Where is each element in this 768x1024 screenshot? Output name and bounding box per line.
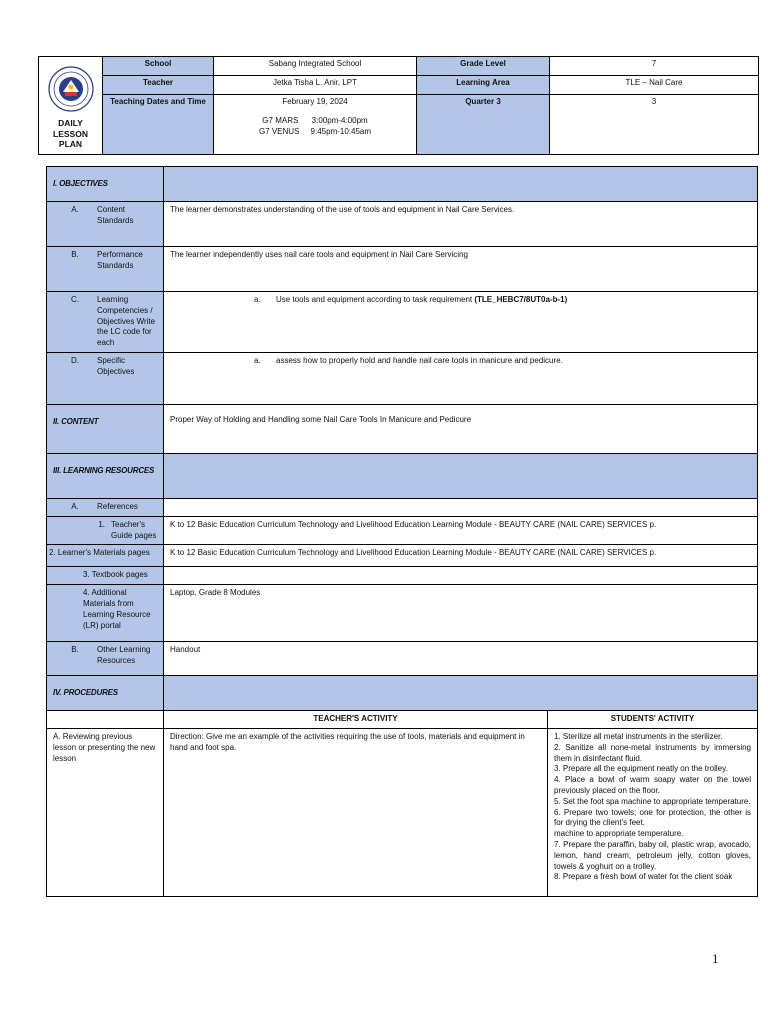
- list-item: 5. Set the foot spa machine to appropriate temperature.: [554, 796, 751, 806]
- lesson-plan-table: [46, 166, 758, 897]
- learners-materials-label: 2. Learner's Materials pages: [47, 545, 164, 567]
- lc-code: (TLE_HEBC7/8UT0a-b-1): [474, 295, 568, 304]
- procedures-heading-fill: [164, 676, 758, 711]
- content-value: Proper Way of Holding and Handling some Nail Care Tools In Manicure and Pedicure: [164, 404, 758, 453]
- textbook-pages-label: 3. Textbook pages: [47, 567, 164, 585]
- school-label: School: [103, 57, 214, 76]
- teacher-value: Jetka Tisha L. Anir, LPT: [214, 76, 417, 95]
- grade-level-value: 7: [550, 57, 759, 76]
- list-item: 4. Place a bowl of warm soapy water on the towel previously placed on the floor.: [554, 775, 751, 795]
- list-item: machine to appropriate temperature.: [554, 829, 684, 839]
- quarter-label: Quarter 3: [417, 95, 550, 155]
- students-activity-list: [548, 728, 758, 896]
- list-item: 3. Prepare all the equipment neatly on the trolley.: [554, 764, 728, 774]
- specific-objectives-value: a. assess how to properly hold and handle nail care tools in manicure and pedicure.: [164, 352, 758, 404]
- list-item: 6. Prepare two towels; one for protection, the other is for drying the client's feet.: [554, 807, 751, 828]
- objectives-heading-fill: [164, 167, 758, 202]
- references-label: A. References: [47, 498, 164, 516]
- additional-materials-value: Laptop, Grade 8 Modules: [164, 585, 758, 642]
- learning-resources-heading-fill: [164, 453, 758, 498]
- teachers-guide-label: 1. Teacher's Guide pages: [47, 516, 164, 545]
- performance-standards-label: B. Performance Standards: [47, 247, 164, 292]
- teacher-activity-direction: Direction: Give me an example of the activities requiring the use of tools, materials and equipment in hand and foot spa.: [164, 728, 548, 896]
- teacher-label: Teacher: [103, 76, 214, 95]
- learning-competencies-label: C. Learning Competencies / Objectives Write the LC code for each: [47, 292, 164, 353]
- logo-cell: [39, 57, 103, 155]
- content-standards-value: The learner demonstrates understanding of the use of tools and equipment in Nail Care Services.: [164, 202, 758, 247]
- learning-resources-heading: III. LEARNING RESOURCES: [47, 453, 164, 498]
- students-activity-heading: STUDENTS' ACTIVITY: [548, 711, 758, 729]
- header-table: [38, 56, 759, 155]
- list-item: 7. Prepare the paraffin, baby oil, plastic wrap, avocado, lemon, hand cream, petroleum jelly, cotton gloves, towels & yoghurt on a trolley.: [554, 839, 751, 871]
- additional-materials-label: 4. Additional Materials from Learning Resource (LR) portal: [47, 585, 164, 642]
- learners-materials-value: K to 12 Basic Education Curriculum Technology and Livelihood Education Learning Module - BEAUTY CARE (NAIL CARE) SERVICES p.: [164, 545, 758, 567]
- schedule-row: G7 VENUS 9:45pm-10:45am: [258, 126, 372, 136]
- objectives-heading: I. OBJECTIVES: [47, 167, 164, 202]
- schedule-row: G7 MARS 3:00pm-4:00pm: [262, 115, 368, 125]
- other-resources-label: B. Other Learning Resources: [47, 642, 164, 676]
- procedures-blank-cell: [47, 711, 164, 729]
- date-value: February 19, 2024: [282, 97, 348, 106]
- dlp-title: [42, 118, 99, 150]
- school-value: Sabang Integrated School: [214, 57, 417, 76]
- content-standards-label: A. Content Standards: [47, 202, 164, 247]
- quarter-value: 3: [550, 95, 759, 155]
- teaching-dates-value: [214, 95, 417, 155]
- list-item: 1. Sterilize all metal instruments in the sterilizer.: [554, 731, 723, 741]
- reviewing-lesson-label: A. Reviewing previous lesson or presenting the new lesson: [47, 728, 164, 896]
- performance-standards-value: The learner independently uses nail care tools and equipment in Nail Care Servicing: [164, 247, 758, 292]
- other-resources-value: Handout: [164, 642, 758, 676]
- grade-level-label: Grade Level: [417, 57, 550, 76]
- references-value: [164, 498, 758, 516]
- list-item: 2. Sanitize all none-metal instruments by immersing them in disinfectant fluid.: [554, 742, 751, 763]
- learning-competencies-value: a. Use tools and equipment according to task requirement (TLE_HEBC7/8UT0a-b-1): [164, 292, 758, 353]
- deped-seal-icon: [48, 66, 94, 112]
- dlp-line: LESSON: [53, 128, 88, 139]
- specific-objectives-label: D. Specific Objectives: [47, 352, 164, 404]
- procedures-heading: IV. PROCEDURES: [47, 676, 164, 711]
- textbook-pages-value: [164, 567, 758, 585]
- list-item: 8. Prepare a fresh bowl of water for the client soak: [554, 872, 733, 882]
- content-heading: II. CONTENT: [47, 404, 164, 453]
- dlp-line: DAILY: [58, 118, 83, 129]
- learning-area-value: TLE – Nail Care: [550, 76, 759, 95]
- teachers-activity-heading: TEACHER'S ACTIVITY: [164, 711, 548, 729]
- dlp-line: PLAN: [58, 139, 83, 150]
- teaching-dates-label: Teaching Dates and Time: [103, 95, 214, 155]
- learning-area-label: Learning Area: [417, 76, 550, 95]
- teachers-guide-value: K to 12 Basic Education Curriculum Technology and Livelihood Education Learning Module - BEAUTY CARE (NAIL CARE) SERVICES p.: [164, 516, 758, 545]
- page-number: 1: [712, 951, 719, 966]
